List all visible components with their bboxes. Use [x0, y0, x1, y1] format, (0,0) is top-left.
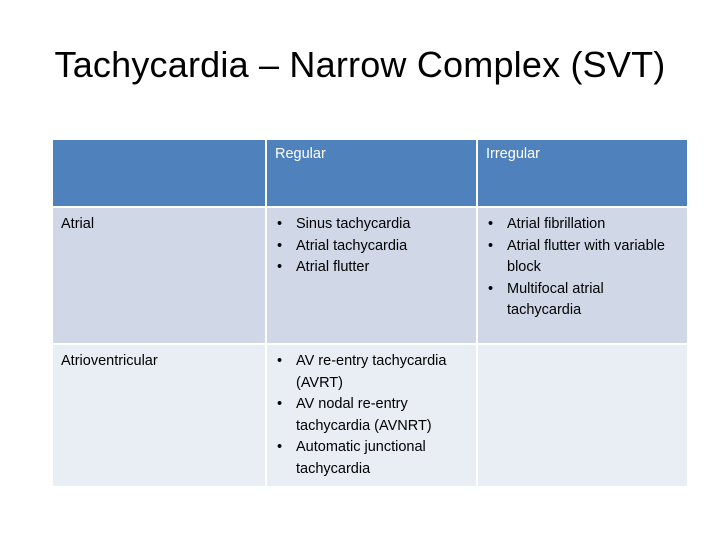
bullet-icon: • [277, 216, 283, 232]
list-item-text: Atrial tachycardia [296, 237, 408, 254]
bullet-icon: • [488, 216, 494, 232]
list-item-text: Automatic junctional tachycardia [296, 439, 426, 477]
header-cell-regular: Regular [266, 140, 477, 207]
header-cell-irregular: Irregular [477, 140, 687, 207]
list-atrial-irregular [486, 214, 679, 322]
bullet-icon: • [488, 237, 494, 254]
list-atrial-regular [275, 214, 468, 279]
list-item [275, 257, 468, 279]
cell-atrial-irregular [477, 207, 687, 344]
table-row-atrioventricular [53, 344, 687, 487]
list-item-text: Atrial flutter with variable block [507, 237, 665, 275]
list-item [275, 437, 468, 480]
row-label-atrioventricular: Atrioventricular [53, 344, 266, 487]
list-item-text: Multifocal atrial tachycardia [507, 280, 604, 318]
list-item-text: AV nodal re-entry tachycardia (AVNRT) [296, 396, 432, 434]
bullet-icon: • [488, 280, 494, 297]
bullet-icon: • [277, 396, 283, 412]
list-item [275, 236, 468, 258]
list-item [275, 214, 468, 236]
list-item-text: AV re-entry tachycardia (AVRT) [296, 353, 447, 391]
cell-atrial-regular [266, 207, 477, 344]
slide-title: Tachycardia – Narrow Complex (SVT) [54, 44, 666, 85]
list-item-text: Sinus tachycardia [296, 216, 411, 232]
cell-av-irregular-empty [477, 344, 687, 487]
list-item-text: Atrial fibrillation [507, 216, 606, 232]
list-item [275, 351, 468, 394]
cell-av-regular [266, 344, 477, 487]
table-header-row [53, 140, 687, 207]
list-item [275, 394, 468, 437]
row-label-atrial: Atrial [53, 207, 266, 344]
list-item [486, 214, 679, 236]
list-item [486, 279, 679, 322]
bullet-icon: • [277, 353, 283, 369]
bullet-icon: • [277, 259, 283, 275]
list-av-regular [275, 351, 468, 480]
list-item [486, 236, 679, 279]
table-row-atrial [53, 207, 687, 344]
bullet-icon: • [277, 237, 283, 254]
list-item-text: Atrial flutter [296, 259, 370, 275]
bullet-icon: • [277, 439, 283, 455]
svt-classification-table [53, 140, 687, 488]
header-cell-blank [53, 140, 266, 207]
